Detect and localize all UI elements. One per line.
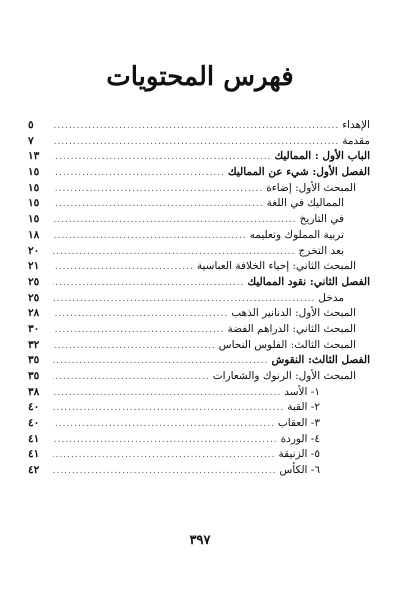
toc-entry: [28, 463, 370, 479]
toc-entry: [28, 400, 370, 416]
toc-entry-label: ١- الأسد: [284, 385, 320, 398]
toc-entry-page: ٢٠: [28, 244, 40, 257]
dot-leader: [53, 166, 225, 182]
dot-leader: [53, 276, 245, 292]
toc-entry-page: ٣٥: [28, 354, 40, 367]
toc-entry-page: ٢٥: [28, 275, 40, 288]
toc-entry-page: ٤٢: [28, 464, 40, 477]
toc-entry-label: المبحث الأول: الدنانير الذهب: [231, 307, 356, 320]
toc-entry-label: ٥- الزنيقة: [278, 448, 320, 461]
toc-entry: [28, 338, 370, 354]
toc-entry-label: الفصل الثالث: النقوش: [271, 354, 370, 367]
toc-entry-label: ٤- الوردة: [280, 432, 320, 445]
toc-entry-label: المبحث الثاني: إحياء الخلافة العباسية: [196, 260, 356, 273]
toc-entry-page: ٥: [28, 119, 34, 131]
toc-entry-label: بعد التخرج: [298, 244, 344, 257]
toc-entry-page: ١٥: [28, 213, 40, 226]
toc-entry-page: ٤١: [28, 432, 40, 445]
toc-entry: [28, 181, 370, 197]
toc-entry: [28, 416, 370, 432]
dot-leader: [53, 213, 297, 229]
dot-leader: [53, 323, 225, 339]
toc-entry-label: في التاريخ: [299, 213, 344, 226]
page-number: ٣٩٧: [189, 533, 211, 548]
toc-entry-page: ٤١: [28, 448, 40, 461]
table-of-contents: [28, 118, 370, 479]
dot-leader: [53, 354, 268, 370]
toc-entry-page: ٣٨: [28, 385, 40, 398]
dot-leader: [53, 339, 216, 355]
toc-entry-page: ٤٠: [28, 417, 40, 430]
toc-entry-page: ٣٢: [28, 338, 40, 351]
toc-entry: [28, 385, 370, 401]
toc-entry: [28, 149, 370, 165]
dot-leader: [53, 401, 284, 417]
toc-entry-page: ٣٠: [28, 322, 40, 335]
toc-entry-page: ٢٨: [28, 307, 40, 320]
toc-entry: [28, 291, 370, 307]
dot-leader: [53, 229, 247, 245]
dot-leader: [53, 433, 278, 449]
toc-entry: [28, 369, 370, 385]
toc-entry-label: الإهداء: [342, 119, 370, 131]
dot-leader: [53, 417, 275, 433]
dot-leader: [53, 245, 296, 261]
toc-entry: [28, 432, 370, 448]
toc-entry-page: ٣٥: [28, 370, 40, 382]
toc-entry-page: ٢٥: [28, 291, 40, 304]
dot-leader: [53, 135, 339, 151]
toc-entry-page: ١٥: [28, 181, 40, 194]
toc-entry: [28, 228, 370, 244]
toc-entry-page: ١٨: [28, 228, 40, 241]
toc-entry-label: المبحث الأول: الرنوك والشعارات: [212, 370, 356, 382]
toc-entry-label: المبحث الأول: إضاءة: [266, 181, 356, 194]
toc-entry-label: مدخل: [318, 291, 344, 304]
toc-entry-label: الباب الأول : المماليك: [274, 150, 370, 163]
toc-entry-label: ٦- الكأس: [279, 464, 320, 477]
dot-leader: [53, 119, 339, 135]
toc-entry: [28, 244, 370, 260]
toc-entry: [28, 306, 370, 322]
toc-entry: [28, 447, 370, 463]
toc-entry-label: تربية المملوك وتعليمه: [249, 228, 344, 241]
toc-entry: [28, 259, 370, 275]
page-title: فهرس المحتويات: [106, 62, 294, 92]
toc-entry-label: ٢- القبة: [287, 401, 320, 414]
toc-entry-label: المبحث الثاني: الدراهم الفضة: [227, 322, 356, 335]
toc-entry: [28, 322, 370, 338]
toc-entry: [28, 353, 370, 369]
toc-entry-label: الفصل الأول: شيء عن المماليك: [227, 166, 370, 179]
dot-leader: [53, 370, 210, 386]
toc-entry-label: الفصل الثاني: نقود المماليك: [247, 275, 370, 288]
dot-leader: [53, 448, 276, 464]
toc-entry-label: المماليك في اللغة: [266, 197, 344, 210]
dot-leader: [53, 197, 264, 213]
dot-leader: [53, 386, 281, 402]
dot-leader: [53, 292, 315, 308]
toc-entry: [28, 134, 370, 150]
toc-entry-page: ٢١: [28, 260, 40, 273]
toc-entry-page: ١٥: [28, 166, 40, 179]
toc-entry-label: المبحث الثالث: الفلوس النحاس: [218, 338, 356, 351]
toc-entry-page: ٧: [28, 134, 34, 147]
toc-entry: [28, 275, 370, 291]
toc-entry: [28, 165, 370, 181]
toc-entry: [28, 118, 370, 134]
toc-entry-page: ٤٠: [28, 401, 40, 414]
toc-entry-page: ١٥: [28, 197, 40, 210]
dot-leader: [53, 260, 194, 276]
toc-entry: [28, 212, 370, 228]
dot-leader: [53, 150, 272, 166]
toc-entry-label: مقدمة: [342, 134, 370, 147]
toc-entry: [28, 196, 370, 212]
toc-entry-label: ٣- العقاب: [277, 417, 320, 430]
toc-entry-page: ١٣: [28, 150, 40, 163]
dot-leader: [53, 464, 277, 480]
dot-leader: [53, 182, 263, 198]
dot-leader: [53, 307, 228, 323]
